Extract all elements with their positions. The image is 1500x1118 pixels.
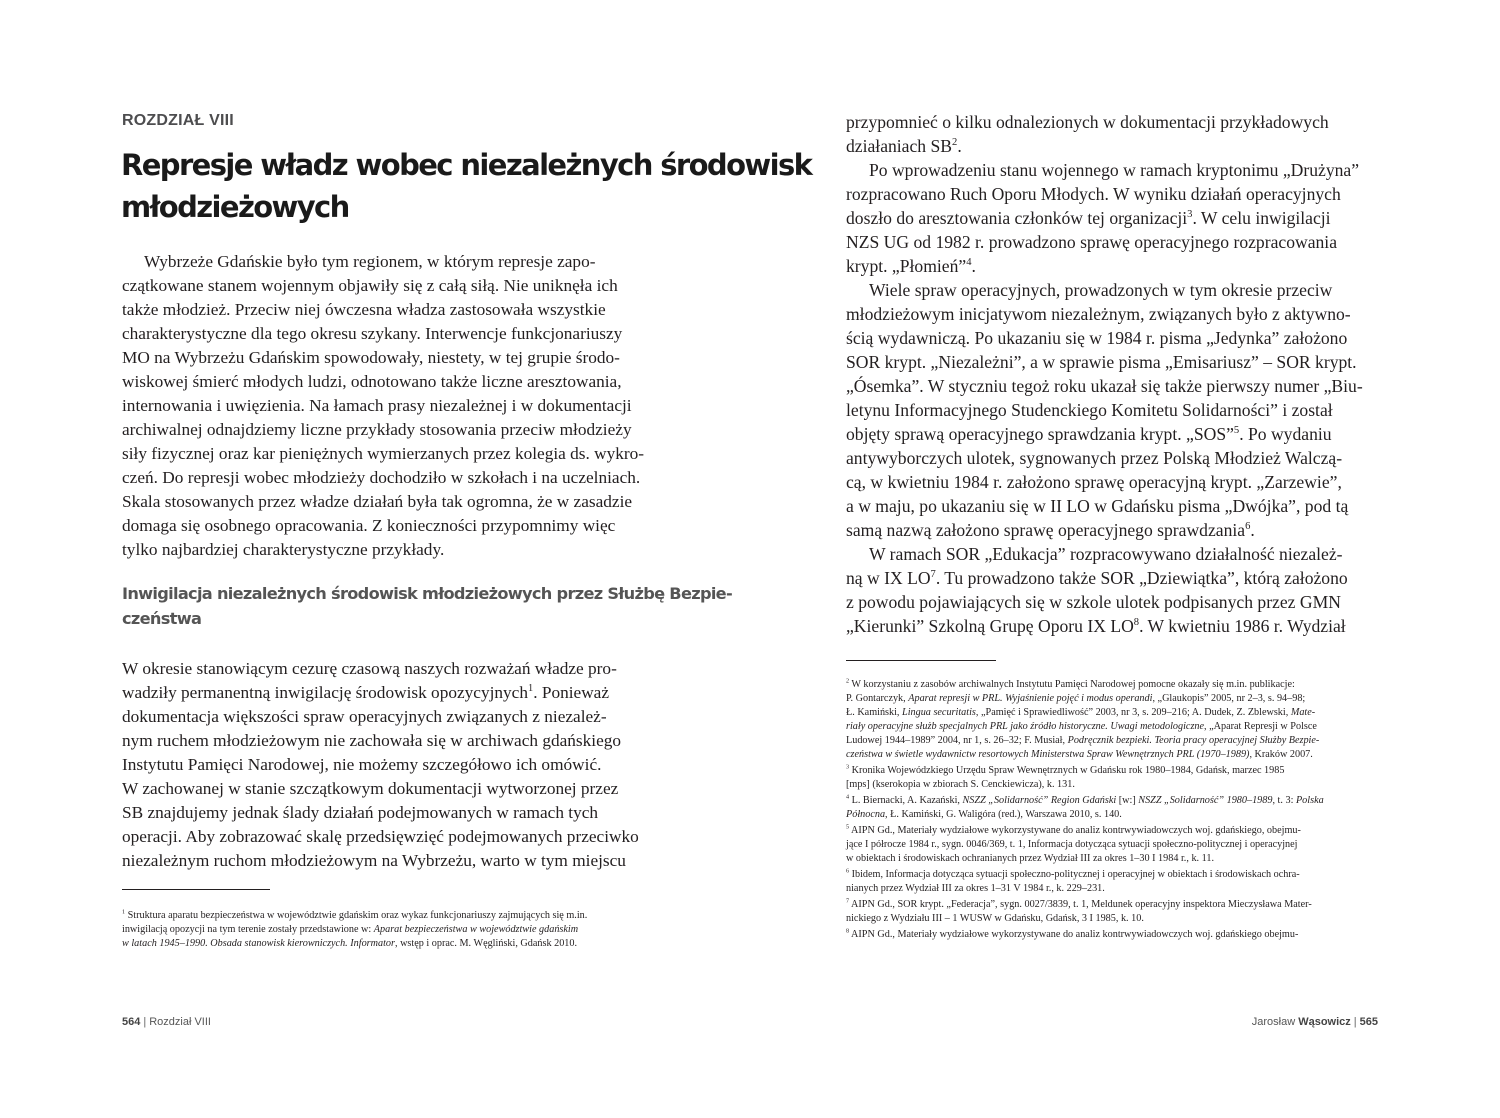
paragraph-line: działaniach $SB^2$. <box>846 136 962 156</box>
paragraph-line: także młodzież. Przeciw niej ówczesna władza zastosowała wszystkie <box>122 300 606 319</box>
page-number: 564 <box>122 1016 141 1028</box>
paragraph-line: z powodu pojawiających się w szkole ulotek podpisanych przez GMN <box>846 592 1341 612</box>
footnote-line: czeństwa w świetle wydawnictw resortowych Ministerstwa Spraw Wewnętrznych PRL (1970–1989), Kraków 2007. <box>846 749 1313 760</box>
subheading-line-2: czeństwa <box>122 609 202 628</box>
footnote-line: $^2$ W korzystaniu z zasobów archiwalnych Instytutu Pamięci Narodowej pomocne okazały się m.in. publikacje: <box>846 678 1295 690</box>
running-head-author-first: Jarosław <box>1251 1016 1296 1028</box>
paragraph-line: czątkowane stanem wojennym objawiły się z całą siłą. Nie uniknęła ich <box>122 276 618 295</box>
footnote-line: $^5$ AIPN Gd., Materiały wydziałowe wykorzystywane do analiz kontrwywiadowczych woj. gdańskiego, obejmu- <box>846 824 1301 836</box>
running-head-author-last: Wąsowicz <box>1298 1016 1351 1028</box>
paragraph-line: W zachowanej w stanie szczątkowym dokumentacji wytworzonej przez <box>122 779 619 798</box>
chapter-label: ROZDZIAŁ VIII <box>122 112 234 129</box>
footnote-line: $^1$ Struktura aparatu bezpieczeństwa w województwie gdańskim oraz wykaz funkcjonariuszy zajmujących się m.in. <box>122 909 588 921</box>
running-head: Rozdział VIII <box>149 1016 211 1028</box>
paragraph-line: młodzieżowym inicjatywom niezależnym, związanych było z aktywno- <box>846 304 1351 324</box>
paragraph-line: SOR krypt. „Niezależni”, a w sprawie pisma „Emisariusz” – SOR krypt. <box>846 352 1357 372</box>
paragraph-line: Skala stosowanych przez władze działań była tak ogromna, że w zasadzie <box>122 492 633 511</box>
chapter-title-line-2: młodzieżowych <box>121 190 349 224</box>
footnote-line: $^8$ AIPN Gd., Materiały wydziałowe wykorzystywane do analiz kontrwywiadowczych woj. gdańskiego obejmu- <box>846 928 1299 940</box>
paragraph-line: ną w IX $LO^7$. Tu prowadzono także SOR „Dziewiątka”, którą założono <box>846 568 1348 588</box>
footnote-line: Ł. Kamiński, Lingua securitatis, „Pamięć i Sprawiedliwość” 2003, nr 3, s. 209–216; A. Dudek, Z. Zblewski, Mate- <box>846 707 1316 718</box>
footnote-ref: 1 <box>528 683 534 695</box>
footnote-line: Ludowej 1944–1989” 2004, nr 1, s. 26–32; F. Musiał, Podręcznik bezpieki. Teoria pracy operacyjnej Służby Bezpie- <box>846 735 1320 746</box>
paragraph-line: domaga się osobnego opracowania. Z konieczności przypomnimy więc <box>122 516 616 535</box>
paragraph-line: czeń. Do represji wobec młodzieży dochodziło w szkołach i na uczelniach. <box>122 468 641 487</box>
paragraph-line: „Ósemka”. W styczniu tegoż roku ukazał się także pierwszy numer „Biu- <box>846 376 1363 396</box>
paragraph-line: dokumentacja większości spraw operacyjnych związanych z niezależ- <box>122 707 607 726</box>
paragraph-line: Po wprowadzeniu stanu wojennego w ramach kryptonimu „Drużyna” <box>869 160 1360 180</box>
paragraph-line: charakterystyczne dla tego okresu szykany. Interwencje funkcjonariuszy <box>122 324 623 343</box>
page-number: 565 <box>1359 1016 1378 1028</box>
subheading-line-1: Inwigilacja niezależnych środowisk młodzieżowych przez Służbę Bezpie- <box>122 584 732 603</box>
footnote-line: $^4$ L. Biernacki, A. Kazański, NSZZ „Solidarność” Region Gdański [w:] NSZZ „Solidarność” 1980–1989, t. 3: Polska <box>846 794 1324 806</box>
paragraph-line: letynu Informacyjnego Studenckiego Komitetu Solidarności” i został <box>846 400 1333 420</box>
paragraph-line: samą nazwą założono sprawę operacyjnego sprawdzania$^6$. <box>846 520 1255 540</box>
footnote-line: w latach 1945–1990. Obsada stanowisk kierowniczych. Informator, wstęp i oprac. M. Węgliński, Gdańsk 2010. <box>122 938 578 949</box>
paragraph-line: „Kierunki” Szkolną Grupę Oporu IX $LO^8$. W kwietniu 1986 r. Wydział <box>846 616 1346 636</box>
footnote-line: jące I półrocze 1984 r., sygn. 0046/369, t. 1, Informacja dotycząca sytuacji społeczno-politycznej i operacyjnej <box>846 839 1298 850</box>
paragraph-line: archiwalnej odnajdziemy liczne przykłady stosowania przeciw młodzieży <box>122 420 632 439</box>
paragraph-line: a w maju, po ukazaniu się w II LO w Gdańsku pisma „Dwójka”, pod tą <box>846 496 1349 516</box>
footnote-line: P. Gontarczyk, Aparat represji w PRL. Wyjaśnienie pojęć i modus operandi, „Glaukopis” 2005, nr 2–3, s. 94–98; <box>846 693 1306 704</box>
footnote-line: [mps] (kserokopia w zbiorach S. Cenckiewicza), k. 131. <box>846 779 1075 790</box>
paragraph-line: operacji. Aby zobrazować skalę przedsięwzięć podejmowanych przeciwko <box>122 827 639 846</box>
paragraph-line: objęty sprawą operacyjnego sprawdzania krypt. „SOS”$^5$. Po wydaniu <box>846 424 1332 444</box>
paragraph-line: internowania i uwięzienia. Na łamach prasy niezależnej i w dokumentacji <box>122 396 632 415</box>
paragraph-line: MO na Wybrzeżu Gdańskim spowodowały, niestety, w tej grupie środo- <box>122 348 620 367</box>
footnote-line: w obiektach i środowiskach ochranianych przez Wydział III za okres 1–30 I 1984 r., k. 11. <box>846 853 1214 864</box>
paragraph-line: Instytutu Pamięci Narodowej, nie możemy szczegółowo ich omówić. <box>122 755 602 774</box>
paragraph-line: doszło do aresztowania członków tej organizacji$^3$. W celu inwigilacji <box>846 208 1331 228</box>
footnote-line: $^6$ Ibidem, Informacja dotycząca sytuacji społeczno-politycznej i operacyjnej w obiektach i środowiskach ochra- <box>846 868 1300 880</box>
paragraph-line: wadziły permanentną inwigilację środowisk opozycyjnych$^1$. Ponieważ <box>122 683 610 702</box>
paragraph-line: NZS UG od 1982 r. prowadzono sprawę operacyjnego rozpracowania <box>846 232 1338 252</box>
paragraph-line: wiskowej śmierć młodych ludzi, odnotowano także liczne aresztowania, <box>122 372 622 391</box>
paragraph-line: W ramach SOR „Edukacja” rozpracowywano działalność niezależ- <box>869 544 1343 564</box>
paragraph-line: nym ruchem młodzieżowym nie zachowała się w archiwach gdańskiego <box>122 731 622 750</box>
paragraph-line: ścią wydawniczą. Po ukazaniu się w 1984 r. pisma „Jedynka” założono <box>846 328 1348 348</box>
footnote-line: inwigilacją opozycji na tym terenie zostały przedstawione w: Aparat bezpieczeństwa w województwie gdańskim <box>122 924 579 935</box>
paragraph-line: Wiele spraw operacyjnych, prowadzonych w tym okresie przeciw <box>869 280 1333 300</box>
paragraph-line: antywyborczych ulotek, sygnowanych przez Polską Młodzież Walczą- <box>846 448 1343 468</box>
chapter-title-line-1: Represje władz wobec niezależnych środowisk <box>121 148 812 182</box>
footnote-line: $^3$ Kronika Wojewódzkiego Urzędu Spraw Wewnętrznych w Gdańsku rok 1980–1984, Gdańsk, marzec 1985 <box>846 764 1285 776</box>
footnote-line: $^7$ AIPN Gd., SOR krypt. „Federacja”, sygn. 0027/3839, t. 1, Meldunek operacyjny inspektora Mieczysława Mater- <box>846 898 1312 910</box>
paragraph-line: tylko najbardziej charakterystyczne przykłady. <box>122 540 445 559</box>
paragraph-line: cą, w kwietniu 1984 r. założono sprawę operacyjną krypt. „Zarzewie”, <box>846 472 1342 492</box>
paragraph-line: Wybrzeże Gdańskie było tym regionem, w którym represje zapo- <box>144 252 596 271</box>
footnote-line: Północna, Ł. Kamiński, G. Waligóra (red.), Warszawa 2010, s. 140. <box>846 809 1122 820</box>
right-folio: Jarosław Wąsowicz | 565 <box>1251 1016 1378 1028</box>
footnote-line: nickiego z Wydziału III – 1 WUSW w Gdańsku, Gdańsk, 3 I 1985, k. 10. <box>846 913 1144 924</box>
left-folio: 564 | Rozdział VIII <box>122 1016 211 1028</box>
footnote-line: nianych przez Wydział III za okres 1–31 V 1984 r., k. 229–231. <box>846 883 1105 894</box>
paragraph-line: niezależnym ruchom młodzieżowym na Wybrzeżu, warto w tym miejscu <box>122 851 626 870</box>
paragraph-line: krypt. „Płomień”$^4$. <box>846 256 976 276</box>
paragraph-line: W okresie stanowiącym cezurę czasową naszych rozważań władze pro- <box>122 659 617 678</box>
paragraph-line: przypomnieć o kilku odnalezionych w dokumentacji przykładowych <box>846 112 1329 132</box>
footnote-rule <box>846 660 996 661</box>
footnote-line: riały operacyjne służb specjalnych PRL jako źródło historyczne. Uwagi metodologiczne, „Aparat Represji w Polsce <box>846 721 1317 732</box>
paragraph-line: rozpracowano Ruch Oporu Młodych. W wyniku działań operacyjnych <box>846 184 1341 204</box>
paragraph-line: SB znajdujemy jednak ślady działań podejmowanych w ramach tych <box>122 803 599 822</box>
footnote-rule <box>122 889 270 890</box>
paragraph-line: siły fizycznej oraz kar pieniężnych wymierzanych przez kolegia ds. wykro- <box>122 444 645 463</box>
